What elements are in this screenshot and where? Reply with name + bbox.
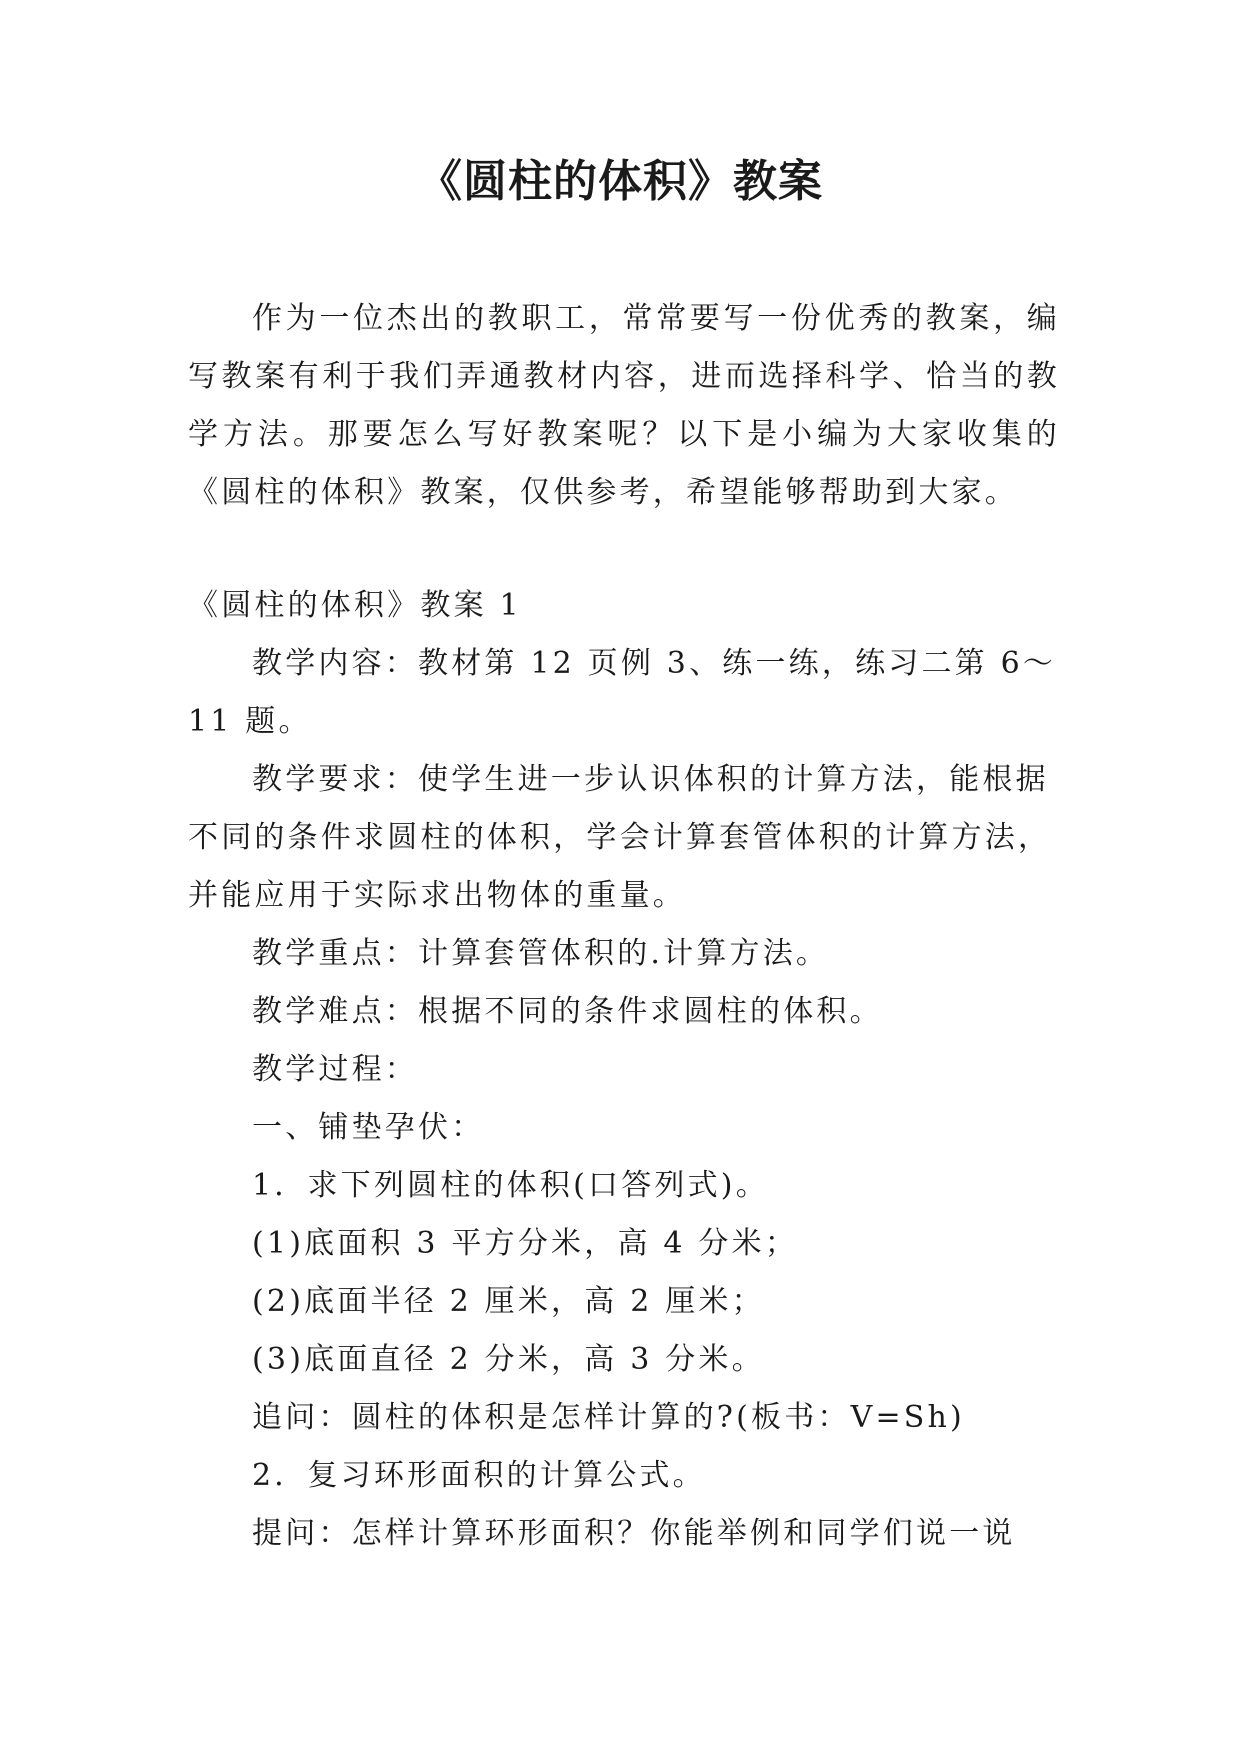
- paragraph-item-1: 1．求下列圆柱的体积(口答列式)。: [252, 1168, 769, 1203]
- paragraph-subitem-2: (2)底面半径 2 厘米，高 2 厘米；: [252, 1284, 765, 1319]
- document-title: 《圆柱的体积》教案: [418, 156, 823, 207]
- paragraph-follow-up: 追问：圆柱的体积是怎样计算的?(板书：V=Sh): [252, 1400, 965, 1435]
- lesson-plan-body: [188, 577, 1060, 1563]
- section-heading: 《圆柱的体积》教案 1: [188, 588, 522, 623]
- paragraph-item-2: 2．复习环形面积的计算公式。: [252, 1458, 706, 1493]
- paragraph-question: 提问：怎样计算环形面积？你能举例和同学们说一说: [252, 1516, 1016, 1551]
- paragraph-subitem-3: (3)底面直径 2 分米，高 3 分米。: [252, 1342, 765, 1377]
- paragraph-content: 教学内容：教材第 12 页例 3、练一练，练习二第 6～11 题。: [188, 646, 1057, 739]
- paragraph-process: 教学过程：: [252, 1052, 418, 1087]
- paragraph-requirements: 教学要求：使学生进一步认识体积的计算方法，能根据不同的条件求圆柱的体积，学会计算套管体积的计算方法，并能应用于实际求出物体的重量。: [188, 762, 1052, 913]
- paragraph-key-point: 教学重点：计算套管体积的.计算方法。: [252, 936, 830, 971]
- paragraph-subitem-1: (1)底面积 3 平方分米，高 4 分米；: [252, 1226, 799, 1261]
- paragraph-difficulty: 教学难点：根据不同的条件求圆柱的体积。: [252, 994, 883, 1029]
- paragraph-step-one: 一、铺垫孕伏：: [252, 1110, 485, 1145]
- intro-paragraph-block: [188, 290, 1060, 522]
- intro-paragraph: 作为一位杰出的教职工，常常要写一份优秀的教案，编写教案有利于我们弄通教材内容，进而选择科学、恰当的教学方法。那要怎么写好教案呢？以下是小编为大家收集的《圆柱的体积》教案，仅供参考，希望能够帮助到大家。: [188, 301, 1060, 510]
